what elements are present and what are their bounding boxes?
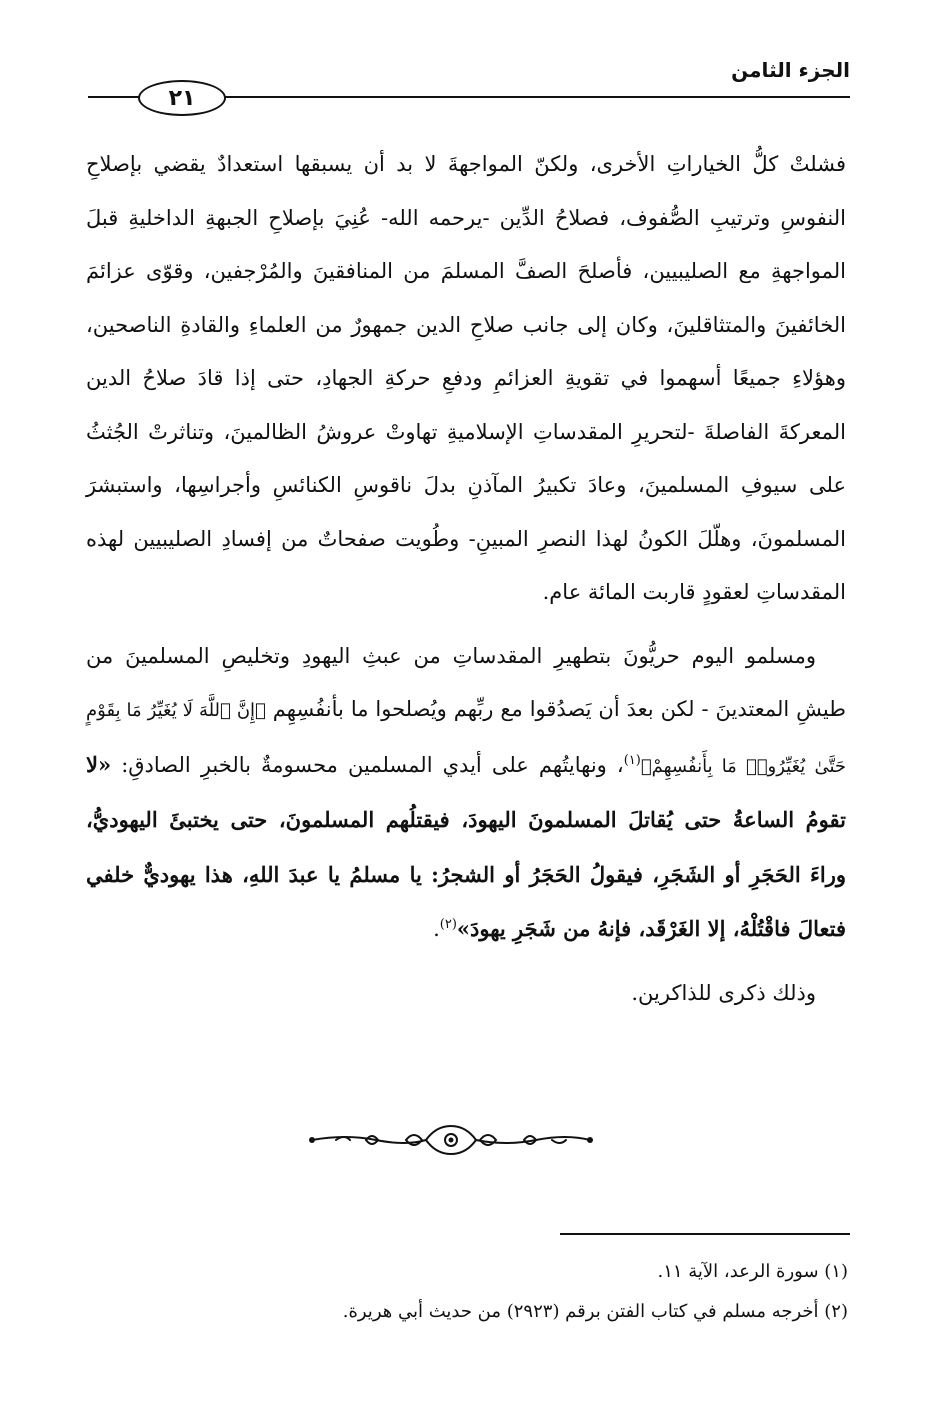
footnote-1: (١) سورة الرعد، الآية ١١. — [657, 1261, 848, 1282]
page-number: ٢١ — [168, 85, 196, 111]
main-text — [86, 138, 846, 1020]
footnote-2: (٢) أخرجه مسلم في كتاب الفتن برقم (٢٩٢٣) من حديث أبي هريرة. — [342, 1301, 848, 1322]
footnote-ref-1[interactable]: (١) — [623, 752, 641, 768]
quran-verse: ﴿إِنَّ ٱللَّهَ لَا يُغَيِّرُ مَا بِقَوْمٍ حَتَّىٰ يُغَيِّرُوا۟ مَا بِأَنفُسِهِمْ﴾ — [86, 700, 847, 777]
paragraph-1: فشلتْ كلُّ الخياراتِ الأخرى، ولكنّ المواجهةَ لا بد أن يسبقها استعدادٌ يقضي بإصلاحِ النفوسِ وترتيبِ الصُّفوف، فصلاحُ الدِّين -يرحمه الله- عُنِيَ بإصلاحِ الجبهةِ الداخليةِ قبلَ المواجهةِ مع الصليبيين، فأصلحَ الصفَّ المسلمَ من المنافقينَ والمُرْجفين، وقوّى عزائمَ الخائفينَ والمتثاقلينَ، وكان إلى جانب صلاحِ الدين جمهورٌ من العلماءِ والقادةِ الناصحين، وهؤلاءِ جميعًا أسهموا في تقويةِ العزائمِ ودفعِ حركةِ الجهادِ، حتى إذا قادَ صلاحُ الدين المعركةَ الفاصلةَ -لتحريرِ المقدساتِ الإسلاميةِ تهاوتْ عروشُ الظالمينَ، وتناثرتْ الجُثثُ على سيوفِ المسلمينَ، وعادَ تكبيرُ المآذنِ بدلَ ناقوسِ الكنائسِ وأجراسِها، واستبشرَ المسلمونَ، وهلّلَ الكونُ لهذا النصرِ المبينِ- وطُويت صفحاتٌ من إفسادِ الصليبيين لهذه المقدساتِ لعقودٍ قاربت المائة عام. — [86, 152, 846, 604]
footnote-ref-2[interactable]: (٢) — [439, 917, 457, 932]
paragraph-2 — [86, 630, 846, 957]
page-number-badge — [138, 80, 226, 116]
paragraph-2-start: ومسلمو اليوم حريُّونَ بتطهيرِ المقدساتِ من عبثِ اليهودِ وتخليصِ المسلمينَ من طيشِ المعتدينَ - لكن بعدَ أن يَصدُقوا مع ربِّهم ويُصلحوا ما بأنفُسِهِم — [86, 643, 846, 721]
running-title: الجزء الثامن — [731, 58, 850, 82]
footnote-rule — [560, 1233, 850, 1235]
paragraph-2-end: . — [433, 917, 440, 941]
ornament-divider — [306, 1122, 596, 1158]
footnotes — [90, 1252, 848, 1332]
hadith-text: «لا تقومُ الساعةُ حتى يُقاتلَ المسلمونَ اليهودَ، فيقتلُهم المسلمونَ، حتى يختبئَ اليهوديُّ، وراءَ الحَجَرِ أو الشَجَرِ، فيقولُ الحَجَرُ أو الشجرُ: يا مسلمُ يا عبدَ اللهِ، هذا يهوديٌّ خلفي فتعالَ فاقْتُلْهُ، إلا الغَرْقَد، فإنهُ من شَجَرِ يهودَ» — [86, 751, 846, 941]
paragraph-3: وذلك ذكرى للذاكرين. — [631, 980, 816, 1005]
paragraph-2-mid: ، ونهايتُهم على أيدي المسلمين محسومةٌ بالخبرِ الصادقِ: — [111, 752, 624, 777]
